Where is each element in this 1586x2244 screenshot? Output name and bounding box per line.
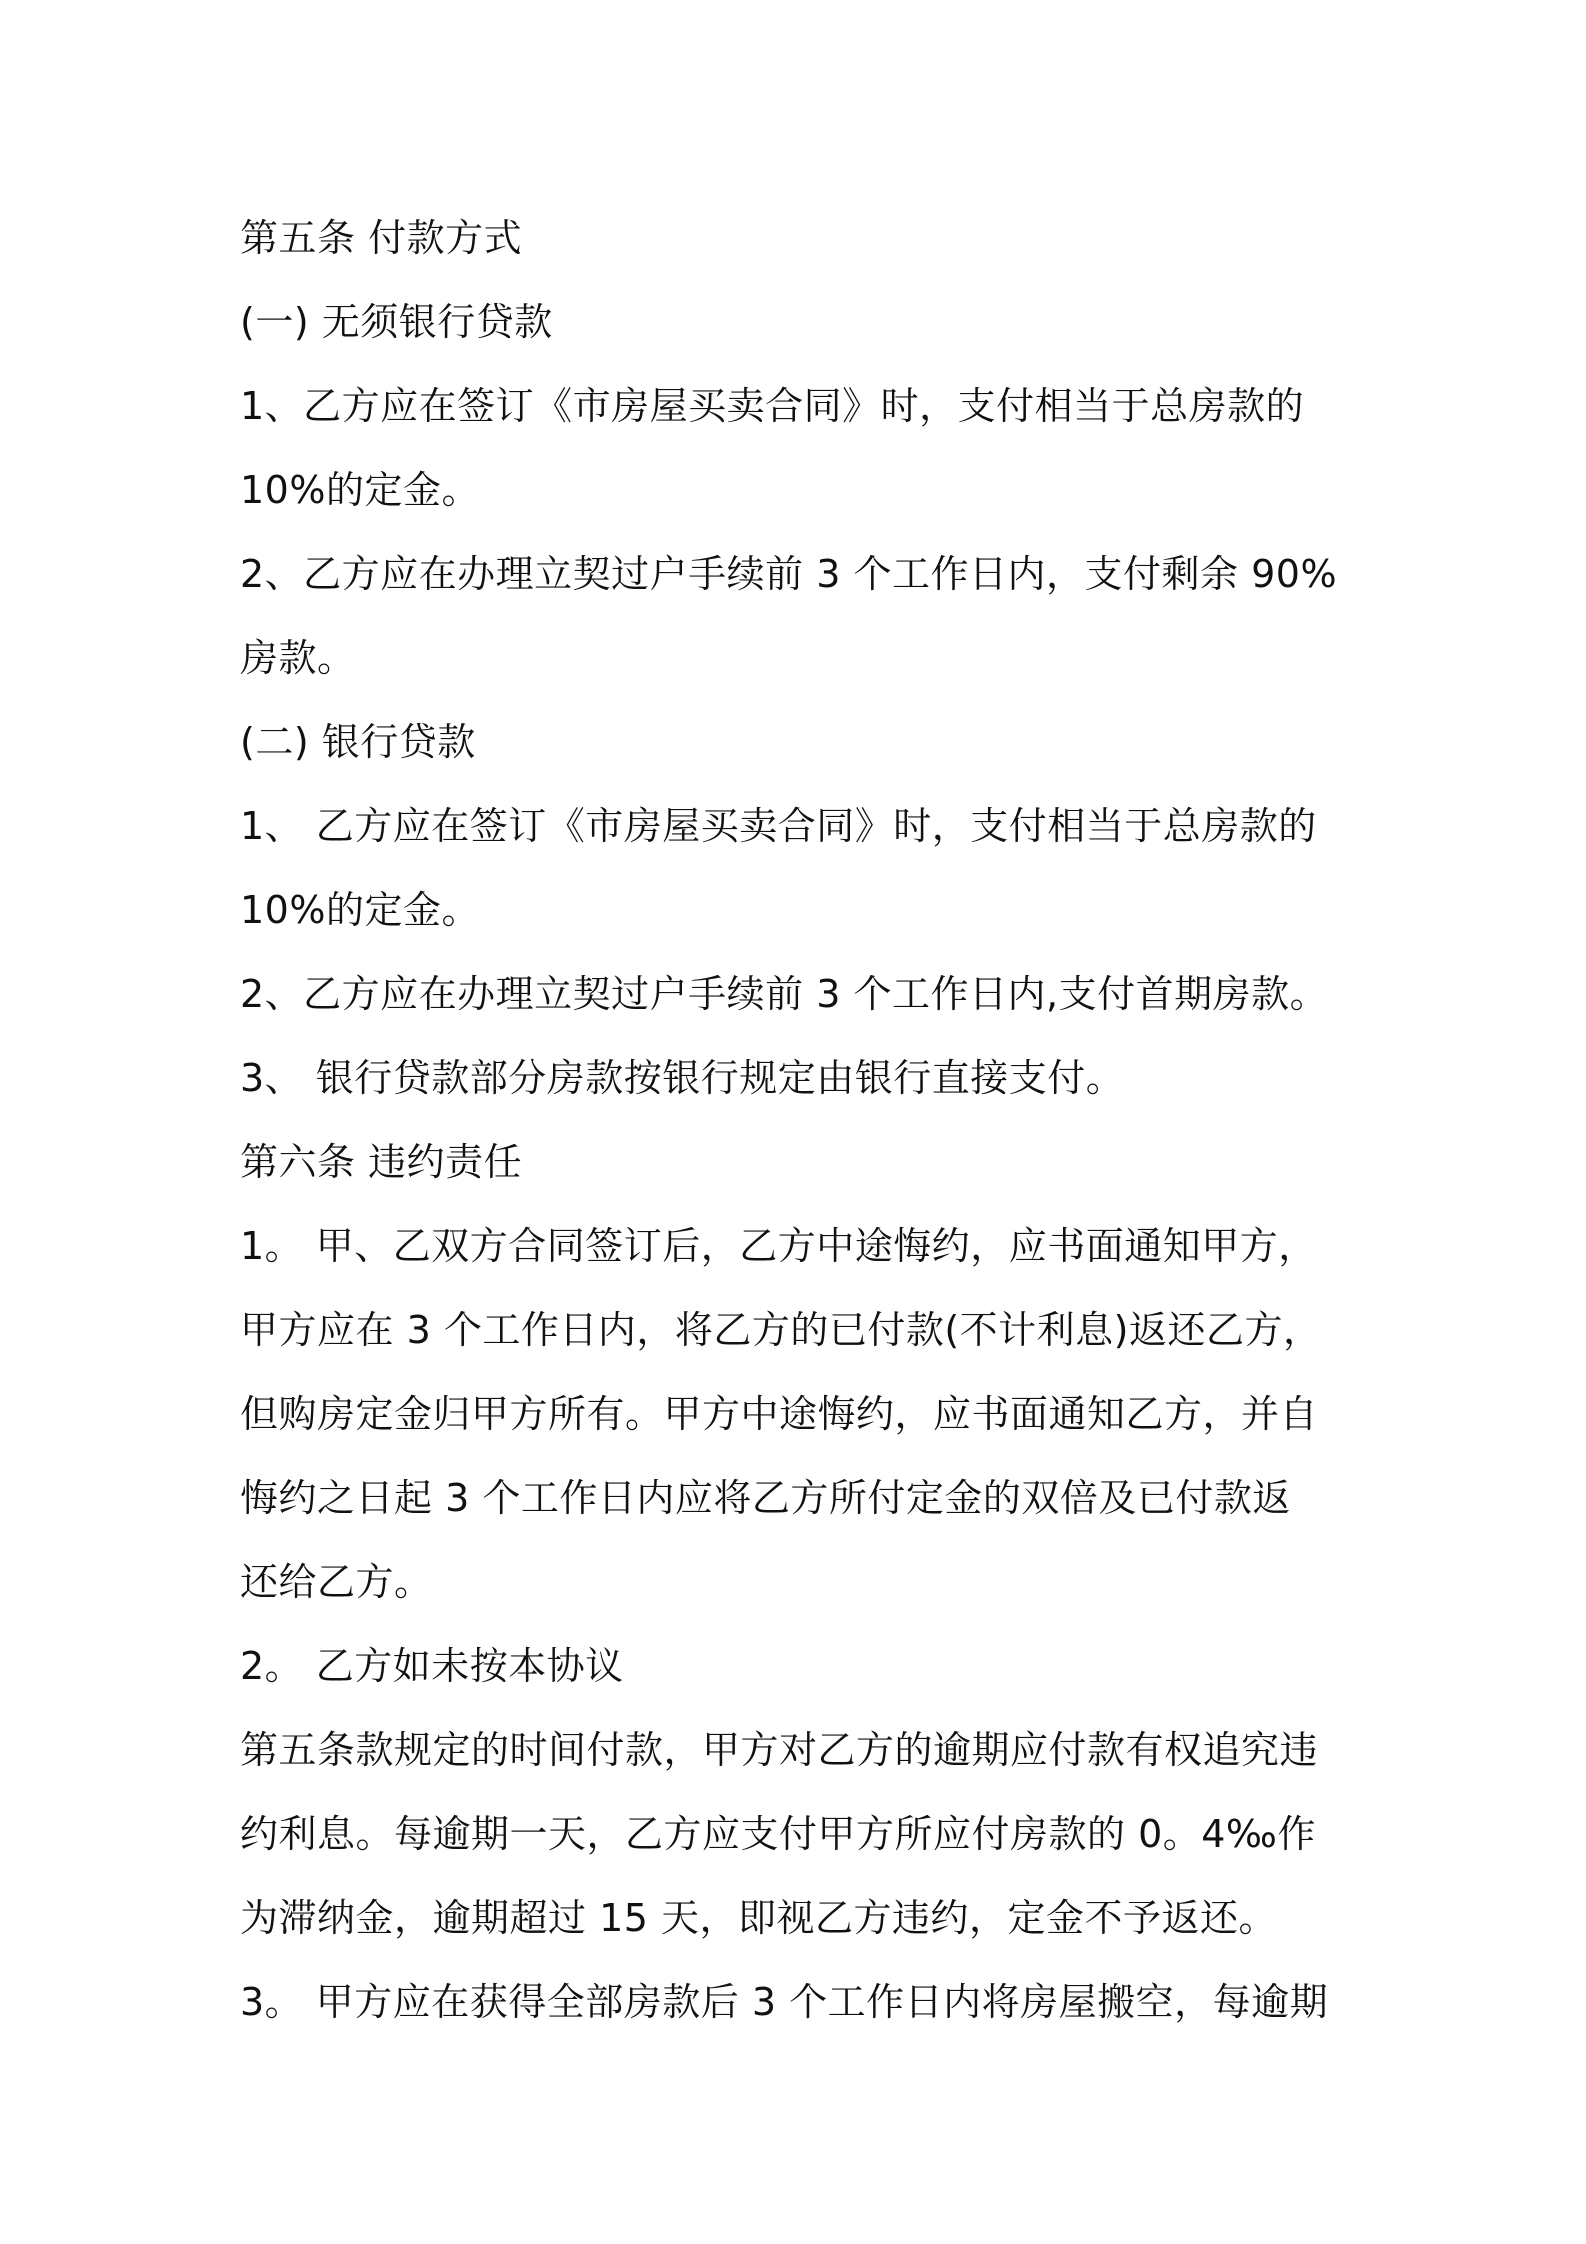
paragraph-line: 但购房定金归甲方所有。甲方中途悔约，应书面通知乙方，并自 bbox=[240, 1392, 1319, 1436]
paragraph-line: 为滞纳金，逾期超过 15 天，即视乙方违约，定金不予返还。 bbox=[240, 1896, 1278, 1940]
subheading-bank-loan: (二) 银行贷款 bbox=[240, 720, 476, 764]
paragraph-line: 1。 甲、乙双方合同签订后，乙方中途悔约，应书面通知甲方， bbox=[240, 1224, 1317, 1268]
paragraph-line: 2、乙方应在办理立契过户手续前 3 个工作日内，支付剩余 90% bbox=[240, 552, 1338, 596]
document-body bbox=[240, 196, 1370, 2044]
paragraph-line: 2。 乙方如未按本协议 bbox=[240, 1644, 624, 1688]
paragraph-line: 2、乙方应在办理立契过户手续前 3 个工作日内,支付首期房款。 bbox=[240, 972, 1329, 1016]
paragraph-line: 10%的定金。 bbox=[240, 888, 480, 932]
paragraph-line: 房款。 bbox=[240, 636, 356, 680]
paragraph-line: 甲方应在 3 个工作日内，将乙方的已付款(不计利息)返还乙方， bbox=[240, 1308, 1322, 1352]
paragraph-line: 1、 乙方应在签订《市房屋买卖合同》时，支付相当于总房款的 bbox=[240, 804, 1317, 848]
paragraph-line: 1、乙方应在签订《市房屋买卖合同》时，支付相当于总房款的 bbox=[240, 384, 1305, 428]
paragraph-line: 还给乙方。 bbox=[240, 1560, 433, 1604]
paragraph-line: 第五条款规定的时间付款，甲方对乙方的逾期应付款有权追究违 bbox=[240, 1728, 1319, 1772]
subheading-no-bank-loan: (一) 无须银行贷款 bbox=[240, 300, 553, 344]
paragraph-line: 约利息。每逾期一天，乙方应支付甲方所应付房款的 0。4‰作 bbox=[240, 1812, 1316, 1856]
section-heading-payment: 第五条 付款方式 bbox=[240, 216, 523, 260]
section-heading-liability: 第六条 违约责任 bbox=[240, 1140, 523, 1184]
paragraph-line: 悔约之日起 3 个工作日内应将乙方所付定金的双倍及已付款返 bbox=[240, 1476, 1291, 1520]
paragraph-line: 3、 银行贷款部分房款按银行规定由银行直接支付。 bbox=[240, 1056, 1125, 1100]
paragraph-line: 10%的定金。 bbox=[240, 468, 480, 512]
paragraph-line: 3。 甲方应在获得全部房款后 3 个工作日内将房屋搬空，每逾期 bbox=[240, 1980, 1329, 2024]
